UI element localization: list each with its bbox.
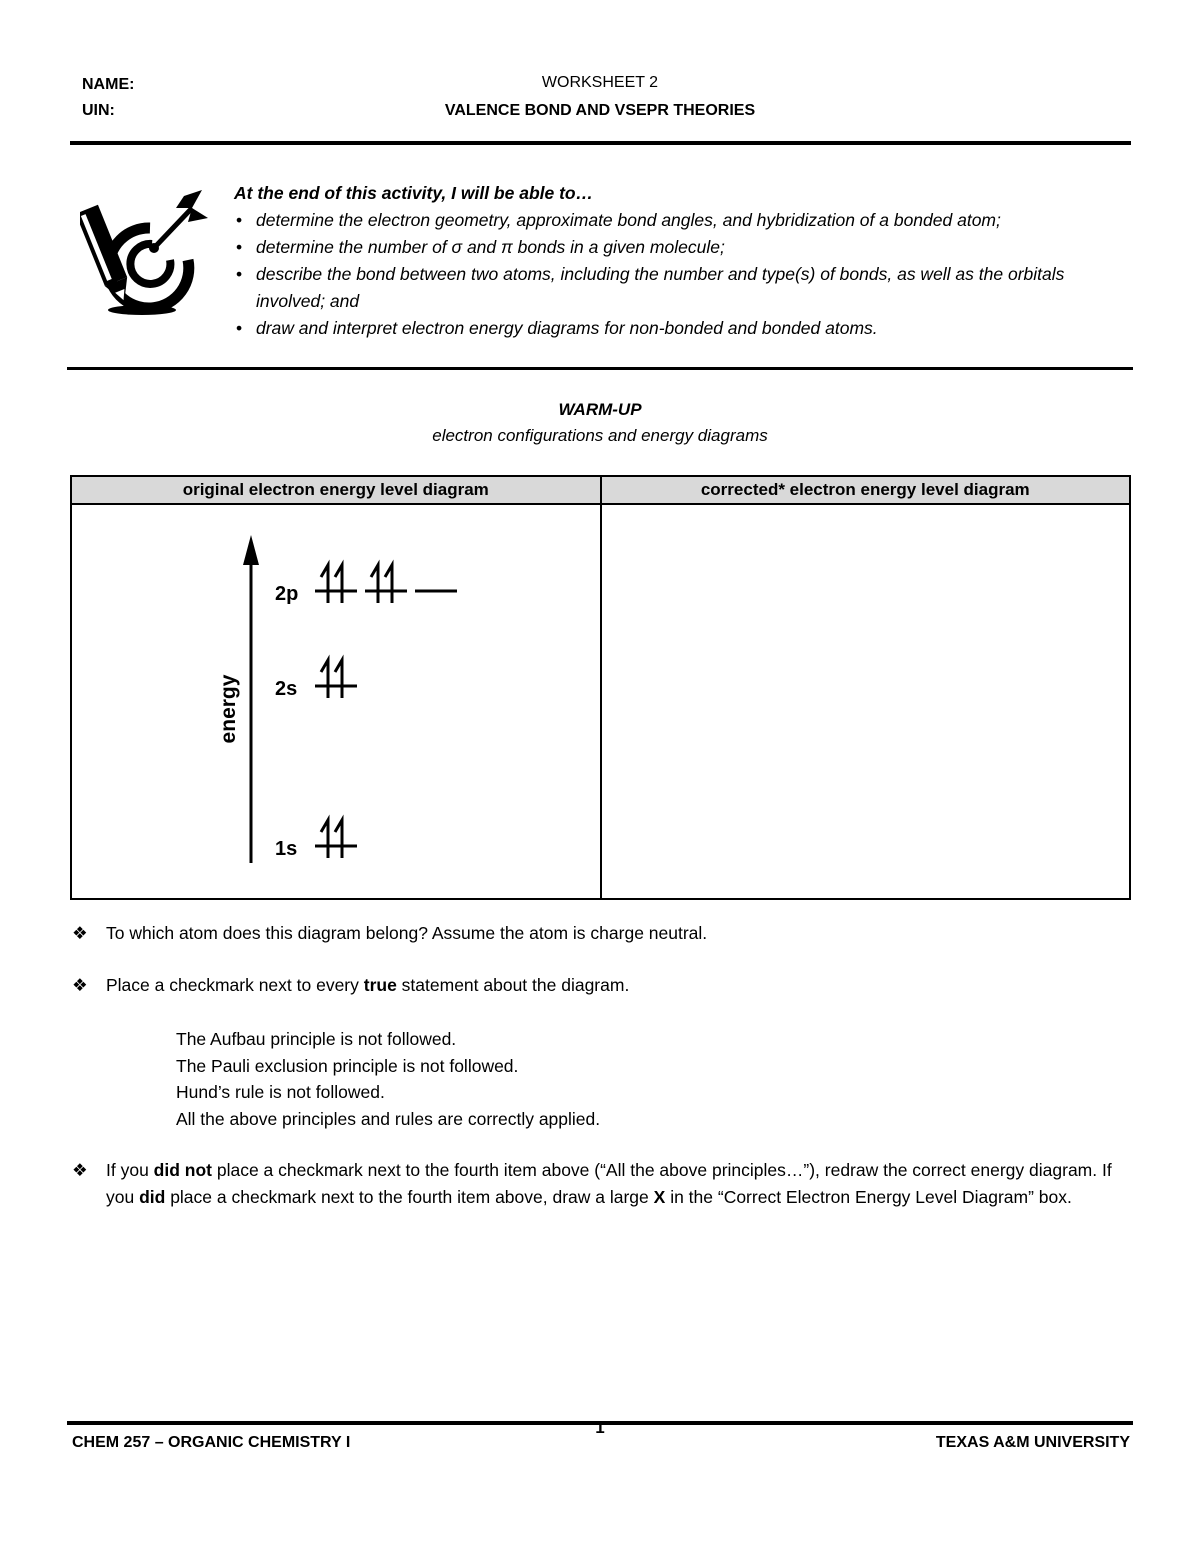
warmup-title: WARM-UP bbox=[558, 400, 642, 419]
question-1 bbox=[72, 920, 1132, 947]
objective-item: • determine the electron geometry, approximate bond angles, and hybridization of a bonded atom; bbox=[256, 207, 1134, 234]
question-2-text: Place a checkmark next to every true statement about the diagram. bbox=[106, 975, 630, 995]
warmup-subtitle: electron configurations and energy diagrams bbox=[432, 426, 768, 445]
objectives-heading: At the end of this activity, I will be able to… bbox=[234, 183, 594, 203]
statement-option[interactable]: The Pauli exclusion principle is not followed. bbox=[176, 1055, 519, 1076]
level-label-1s: 1s bbox=[275, 838, 298, 860]
statement-option[interactable]: Hund’s rule is not followed. bbox=[176, 1082, 385, 1102]
level-label-2s: 2s bbox=[275, 678, 298, 700]
statement-options bbox=[176, 1026, 600, 1132]
col-header-original: original electron energy level diagram bbox=[71, 476, 601, 504]
level-label-2p: 2p bbox=[275, 583, 299, 605]
page-title: VALENCE BOND AND VSEPR THEORIES bbox=[444, 102, 756, 119]
diamond-bullet-icon: ❖ bbox=[72, 923, 88, 943]
diamond-bullet-icon: ❖ bbox=[72, 1160, 88, 1180]
orbital-2p-1 bbox=[315, 565, 357, 603]
footer-course: CHEM 257 – ORGANIC CHEMISTRY I bbox=[72, 1434, 351, 1451]
objectives bbox=[234, 180, 1134, 342]
original-energy-diagram bbox=[72, 505, 599, 893]
question-3 bbox=[72, 1157, 1132, 1211]
objectives-list bbox=[234, 207, 1134, 342]
question-3-text: If you did not place a checkmark next to the fourth item above (“All the above principles…”), redraw the correct energy diagram. If you did place a checkmark next to the fourth item above, draw a large X in the “Correct Electron Energy Level Diagram” box. bbox=[106, 1160, 1112, 1207]
energy-diagram-table bbox=[70, 475, 1131, 900]
corrected-diagram-cell[interactable] bbox=[601, 504, 1131, 899]
energy-axis-label: energy bbox=[217, 674, 240, 744]
objective-item: • describe the bond between two atoms, including the number and type(s) of bonds, as well as the orbitals involved; and bbox=[256, 261, 1134, 315]
orbital-1s bbox=[315, 820, 357, 858]
statement-option[interactable]: The Aufbau principle is not followed. bbox=[176, 1029, 457, 1049]
statement-option[interactable]: All the above principles and rules are correctly applied. bbox=[176, 1108, 601, 1129]
orbital-2s bbox=[315, 660, 357, 698]
pencil-target-icon bbox=[80, 186, 212, 318]
original-diagram-cell bbox=[71, 504, 601, 899]
objective-item: • draw and interpret electron energy diagrams for non-bonded and bonded atoms. bbox=[256, 315, 1134, 342]
orbital-2p-2 bbox=[365, 565, 407, 603]
question-2 bbox=[72, 972, 1132, 999]
name-label: NAME: bbox=[82, 76, 135, 93]
worksheet-number: WORKSHEET 2 bbox=[541, 74, 659, 91]
diamond-bullet-icon: ❖ bbox=[72, 975, 88, 995]
header-rule bbox=[70, 141, 1131, 145]
uin-label: UIN: bbox=[82, 102, 115, 119]
energy-axis-arrowhead bbox=[243, 535, 259, 565]
col-header-corrected: corrected* electron energy level diagram bbox=[601, 476, 1131, 504]
section-rule bbox=[67, 367, 1133, 370]
footer-university: TEXAS A&M UNIVERSITY bbox=[935, 1434, 1130, 1451]
page-number: 1 bbox=[595, 1418, 605, 1437]
objective-item: • determine the number of σ and π bonds in a given molecule; bbox=[256, 234, 1134, 261]
question-1-text: To which atom does this diagram belong? Assume the atom is charge neutral. bbox=[106, 923, 708, 943]
